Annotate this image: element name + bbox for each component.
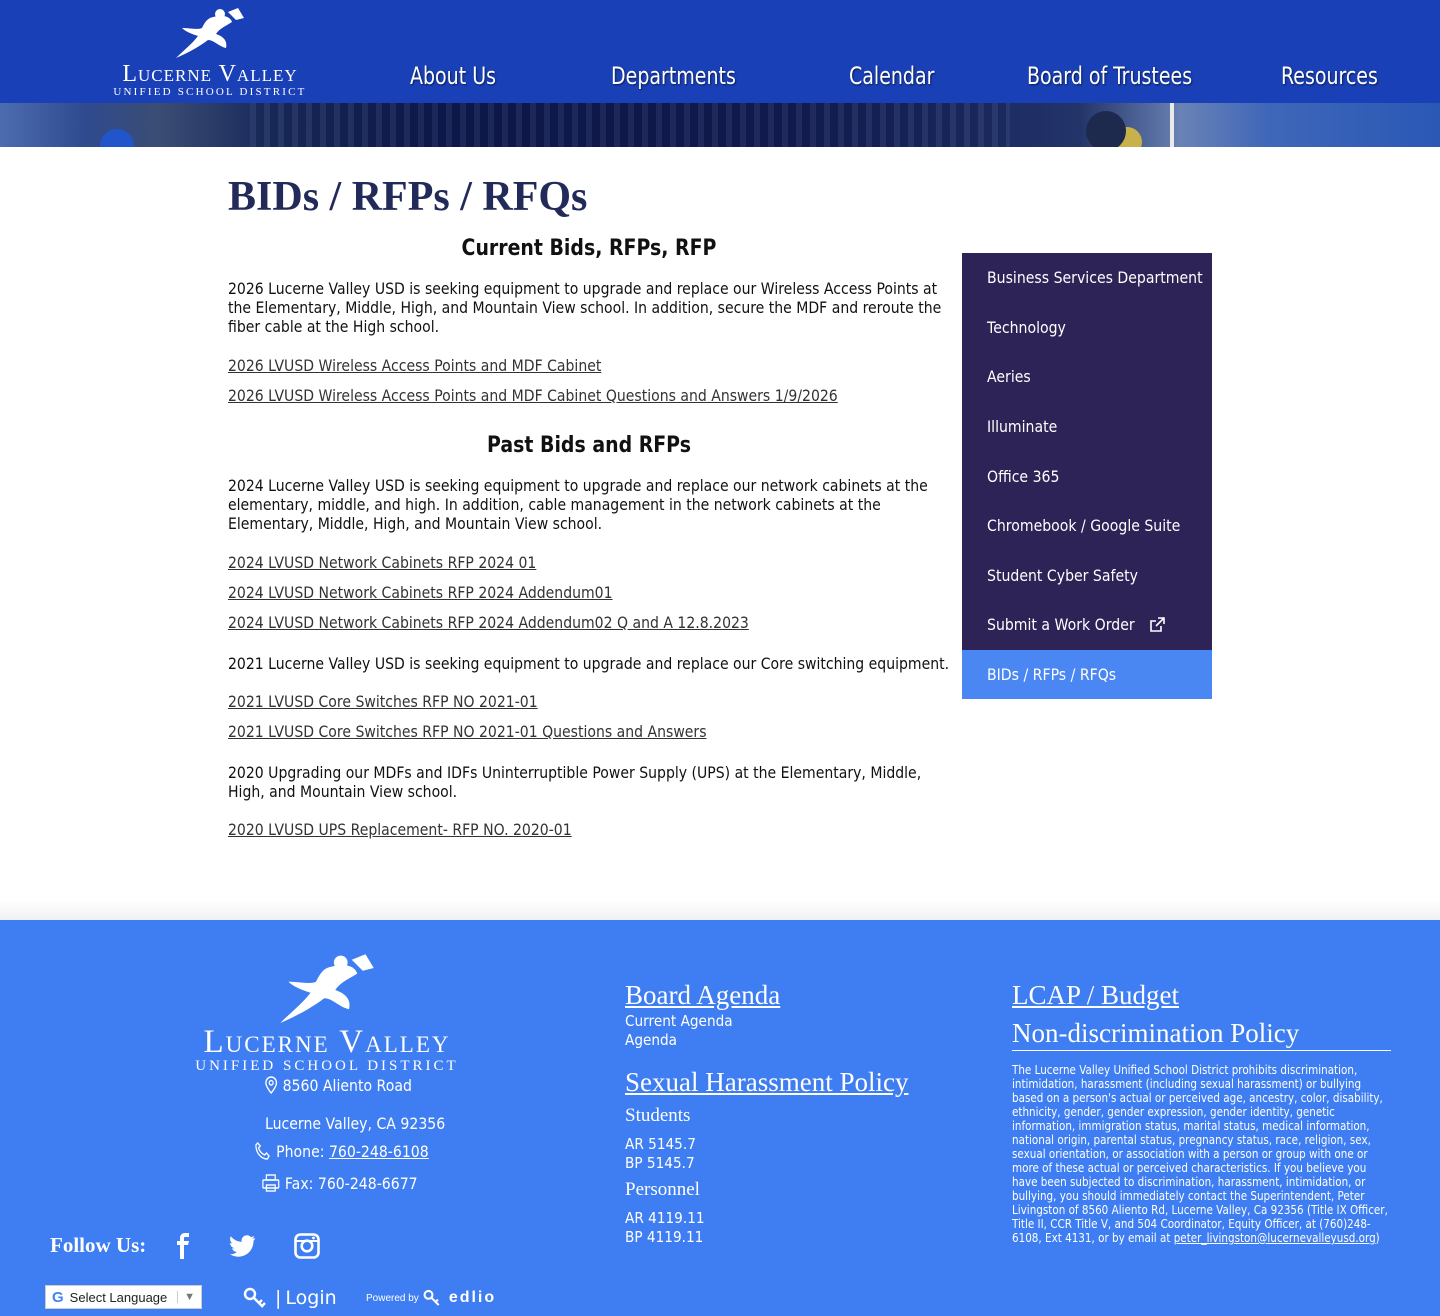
current-bid-link[interactable]: 2026 LVUSD Wireless Access Points and MDF Cabinet: [228, 357, 602, 375]
page-title: BIDs / RFPs / RFQs: [228, 174, 588, 220]
main-nav: [0, 62, 1440, 96]
board-agenda-link[interactable]: Board Agenda: [625, 980, 781, 1010]
footer-address-line2: Lucerne Valley, CA 92356: [265, 1114, 446, 1133]
runner-logo-icon: [272, 954, 382, 1026]
external-link-icon: [1149, 617, 1165, 633]
nav-board-of-trustees[interactable]: Board of Trustees: [1027, 62, 1193, 90]
current-bids-description: 2026 Lucerne Valley USD is seeking equipment to upgrade and replace our Wireless Access Points at the Elementary, Middle, High, and Mountain View school. In addition, secure the MDF and reroute the fiber cable at the High school.: [228, 280, 942, 336]
sidebar-item-business-services[interactable]: Business Services Department: [987, 268, 1203, 288]
past-bid-link[interactable]: 2024 LVUSD Network Cabinets RFP 2024 Addendum01: [228, 584, 613, 602]
phone-link[interactable]: 760-248-6108: [328, 1142, 429, 1161]
login-link[interactable]: | Login: [243, 1287, 337, 1309]
hero-banner-image: [0, 103, 1440, 147]
logo-subtitle: UNIFIED SCHOOL DISTRICT: [113, 86, 307, 98]
personnel-bp-link[interactable]: BP 4119.11: [625, 1228, 704, 1246]
sidebar-item-cyber-safety[interactable]: Student Cyber Safety: [987, 565, 1138, 585]
past-bid-link[interactable]: 2021 LVUSD Core Switches RFP NO 2021-01: [228, 693, 538, 711]
logo-name: Lucerne Valley: [122, 61, 298, 87]
current-bids-heading: Current Bids, RFPs, RFP: [461, 236, 717, 261]
nav-calendar[interactable]: Calendar: [849, 62, 935, 90]
nav-resources[interactable]: Resources: [1281, 62, 1378, 90]
sidebar-item-bids-rfps[interactable]: BIDs / RFPs / RFQs: [962, 650, 1212, 700]
students-bp-link[interactable]: BP 5145.7: [625, 1154, 695, 1172]
facebook-icon[interactable]: [170, 1233, 196, 1259]
instagram-icon[interactable]: [294, 1233, 320, 1259]
lcap-budget-link[interactable]: LCAP / Budget: [1012, 980, 1180, 1010]
footer-logo-subtitle: UNIFIED SCHOOL DISTRICT: [195, 1058, 459, 1074]
students-ar-link[interactable]: AR 5145.7: [625, 1135, 696, 1153]
sidebar-item-illuminate[interactable]: Illuminate: [987, 417, 1058, 437]
follow-us-label: Follow Us:: [50, 1233, 147, 1257]
nondiscrimination-policy-title: Non-discrimination Policy: [1012, 1018, 1300, 1048]
past-bid-link[interactable]: 2021 LVUSD Core Switches RFP NO 2021-01 Questions and Answers: [228, 723, 707, 741]
nav-departments[interactable]: Departments: [611, 62, 736, 90]
runner-logo-icon: [170, 8, 250, 60]
edlio-key-icon: [243, 1287, 271, 1309]
footer-fax: Fax: 760-248-6677: [262, 1174, 418, 1193]
sidebar-item-chromebook[interactable]: Chromebook / Google Suite: [987, 516, 1181, 536]
location-pin-icon: [265, 1076, 277, 1094]
sidebar-item-aeries[interactable]: Aeries: [987, 367, 1031, 387]
nondiscrimination-policy-text: The Lucerne Valley Unified School District prohibits discrimination, intimidation, harassment (including sexual harassment) or bullying based on a person's actual or perceived age, ancestry, color, disability, ethnicity, gender, gender expression, gender identity, genetic information, immigration status, marital status, medical information, national origin, parental status, pregnancy status, race, religion, sex, sexual orientation, or association with a person or group with one or more of these actual or perceived characteristics. If you believe you have been subjected to discrimination, harassment, intimidation, or bullying, you should immediately contact the Superintendent, Peter Livingston of 8560 Aliento Rd, Lucerne Valley, Ca 92356 (Title IX Officer, Title II, CCR Title V, and 504 Coordinator, Equity Officer, at (760)248-6108, Ext 4131, or by email at peter_livingston@lucernevalleyusd.org): [1012, 1063, 1388, 1245]
footer-logo-name: Lucerne Valley: [203, 1024, 451, 1060]
sexual-harassment-policy-link[interactable]: Sexual Harassment Policy: [625, 1067, 909, 1097]
superintendent-email-link[interactable]: peter_livingston@lucernevalleyusd.org: [1173, 1231, 1376, 1245]
personnel-label: Personnel: [625, 1179, 700, 1200]
agenda-link[interactable]: Agenda: [625, 1031, 678, 1049]
sidebar-item-office-365[interactable]: Office 365: [987, 466, 1060, 486]
students-label: Students: [625, 1105, 691, 1126]
current-bid-link[interactable]: 2026 LVUSD Wireless Access Points and MDF Cabinet Questions and Answers 1/9/2026: [228, 387, 838, 405]
edlio-logo-icon: [423, 1289, 445, 1307]
personnel-ar-link[interactable]: AR 4119.11: [625, 1209, 705, 1227]
site-footer: [0, 920, 1440, 1316]
footer-logo[interactable]: [193, 954, 461, 1074]
footer-address-line1: 8560 Aliento Road: [265, 1076, 412, 1095]
dropdown-arrow-icon: ▼: [177, 1291, 201, 1303]
past-bid-link[interactable]: 2024 LVUSD Network Cabinets RFP 2024 Addendum02 Q and A 12.8.2023: [228, 614, 749, 632]
phone-icon: [255, 1142, 271, 1160]
sidebar-item-technology[interactable]: Technology: [987, 317, 1066, 337]
past-2020-description: 2020 Upgrading our MDFs and IDFs Uninterruptible Power Supply (UPS) at the Elementary, Middle, High, and Mountain View school.: [228, 764, 922, 801]
current-agenda-link[interactable]: Current Agenda: [625, 1012, 733, 1030]
past-bid-link[interactable]: 2020 LVUSD UPS Replacement- RFP NO. 2020-01: [228, 821, 572, 839]
twitter-icon[interactable]: [230, 1233, 256, 1259]
powered-by-edlio[interactable]: Powered by edlio: [366, 1289, 497, 1306]
footer-phone: Phone: 760-248-6108: [255, 1142, 429, 1161]
past-bid-link[interactable]: 2024 LVUSD Network Cabinets RFP 2024 01: [228, 554, 537, 572]
past-2024-description: 2024 Lucerne Valley USD is seeking equipment to upgrade and replace our network cabinets at the elementary, middle, and high. In addition, cable management in the network cabinets at the Elementary, Middle, High, and Mountain View school.: [228, 477, 928, 533]
past-2021-description: 2021 Lucerne Valley USD is seeking equipment to upgrade and replace our Core switching equipment.: [228, 655, 950, 673]
language-select[interactable]: G Select Language ▼: [45, 1285, 202, 1309]
site-header: [0, 0, 1440, 103]
main-content: [228, 236, 950, 840]
fax-printer-icon: [262, 1174, 280, 1192]
nav-about-us[interactable]: About Us: [410, 62, 497, 90]
google-icon: G: [52, 1288, 64, 1306]
department-sidebar: [962, 253, 1212, 699]
past-bids-heading: Past Bids and RFPs: [487, 433, 691, 458]
sidebar-item-work-order[interactable]: Submit a Work Order: [962, 600, 1212, 650]
